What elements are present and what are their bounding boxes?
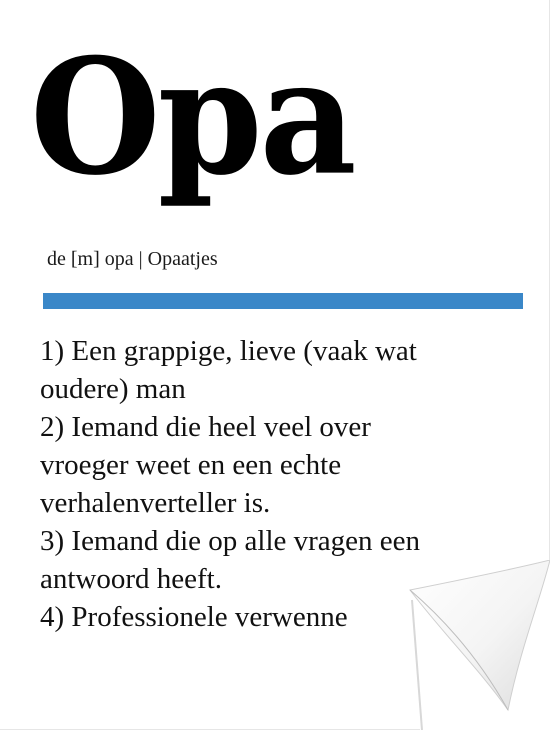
definition-line: 1) Een grappige, lieve (vaak wat (40, 335, 417, 367)
definition-line: verhalenverteller is. (40, 487, 271, 519)
definition-line: 2) Iemand die heel veel over (40, 411, 371, 443)
word-forms: de [m] opa | Opaatjes (47, 248, 218, 270)
page-curl (390, 560, 550, 730)
definition-line: vroeger weet en een echte (40, 449, 342, 481)
definition-line: oudere) man (40, 373, 186, 405)
definition-line: 4) Professionele verwenne (40, 601, 348, 633)
page-title: Opa (30, 24, 354, 211)
definition-line: 3) Iemand die op alle vragen een (40, 525, 421, 557)
definition-line: antwoord heeft. (40, 563, 222, 595)
accent-divider (43, 293, 523, 309)
